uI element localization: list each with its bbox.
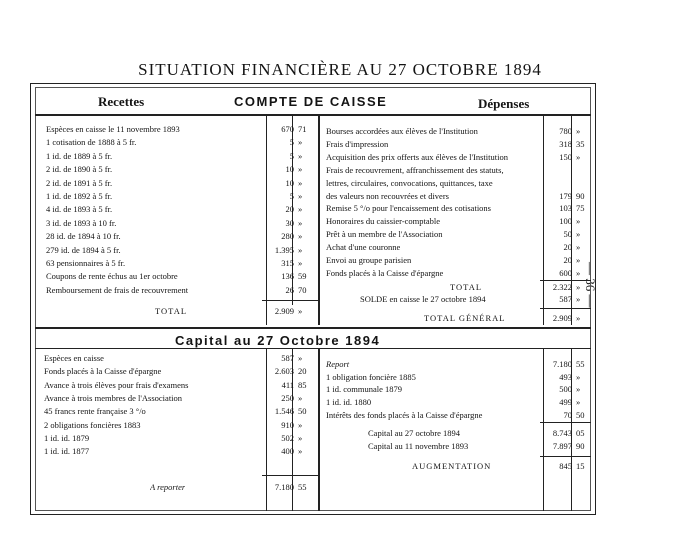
page-title: SITUATION FINANCIÈRE AU 27 OCTOBRE 1894 [138, 60, 542, 79]
depenses-label: des valeurs non recouvrées et divers [326, 190, 449, 201]
total-general-label: TOTAL GÉNÉRAL [424, 313, 506, 323]
capital-left-c: 50 [298, 406, 307, 417]
depenses-c: 90 [576, 190, 585, 201]
capital-right-c: » [576, 384, 581, 395]
capital-right-label: 1 obligation foncière 1885 [326, 371, 416, 382]
capital-right-fr: 70 [563, 409, 572, 420]
recettes-fr: 10 [285, 177, 294, 188]
depenses-fr: 20 [563, 242, 572, 253]
depenses-c: » [576, 216, 581, 227]
recettes-fr: 315 [281, 258, 294, 268]
capital-right-rule [540, 422, 591, 423]
recettes-label: 3 id. de 1893 à 10 fr. [46, 217, 117, 228]
depenses-c: » [576, 267, 581, 278]
capital-left-fr: 250 [281, 392, 294, 403]
depenses-label: Frais d'impression [326, 138, 389, 149]
capital-left-fr: 400 [281, 446, 294, 457]
depenses-c: » [576, 229, 581, 240]
augmentation-rule [540, 456, 591, 457]
depenses-label: Remise 5 °/o pour l'encaissement des cotisations [326, 203, 491, 214]
recettes-fr: 20 [285, 204, 294, 215]
recettes-total-label: TOTAL [155, 306, 188, 316]
capital-header-rule [35, 348, 591, 349]
capital-rule-center [318, 349, 320, 511]
capital-left-label: Avance à trois élèves pour frais d'examens [44, 379, 189, 390]
total-general-rule [540, 308, 591, 309]
section-rule [35, 327, 591, 329]
capital-left-label: 45 francs rente française 3 °/o [44, 406, 146, 417]
depenses-label: Frais de recouvrement, affranchissement des statuts, [326, 164, 504, 175]
recettes-c: » [298, 258, 303, 268]
capital-left-c: » [298, 432, 303, 443]
recettes-label: 28 id. de 1894 à 10 fr. [46, 231, 121, 242]
recettes-total-rule [262, 300, 320, 301]
recettes-label: Espèces en caisse le 11 novembre 1893 [46, 124, 180, 134]
recettes-fr: 670 [281, 124, 294, 134]
capital-left-fr: 2.603 [274, 366, 294, 377]
capital-right-fr: 499 [559, 397, 572, 408]
capital-left-fr: 1.546 [274, 406, 294, 417]
recettes-label: Coupons de rente échus au 1er octobre [46, 271, 178, 282]
capital-right-c: » [576, 397, 581, 408]
depenses-label: Fonds placés à la Caisse d'épargne [326, 267, 444, 278]
capital-left-fr: 910 [281, 419, 294, 430]
recettes-fr: 5 [289, 150, 294, 161]
depenses-c: 75 [576, 203, 585, 214]
capital-compare-label: Capital au 11 novembre 1893 [368, 440, 469, 451]
page-number: — 36 — [583, 262, 598, 308]
recettes-c: » [298, 177, 303, 188]
recettes-c: » [298, 164, 303, 175]
capital-compare-fr: 7.897 [552, 440, 572, 451]
recettes-c: » [298, 191, 303, 201]
capital-right-c: 50 [576, 409, 585, 420]
capital-left-total-rule [262, 475, 320, 476]
depenses-c: » [576, 255, 581, 265]
recettes-total-fr: 2.909 [274, 306, 294, 316]
augmentation-fr: 845 [559, 461, 572, 471]
depenses-label: Acquisition des prix offerts aux élèves de l'Institution [326, 151, 508, 162]
recettes-c: » [298, 204, 303, 215]
recettes-c: » [298, 231, 303, 242]
capital-left-c: 20 [298, 366, 307, 377]
capital-left-label: 2 obligations foncières 1883 [44, 419, 141, 430]
capital-left-c: 85 [298, 379, 307, 390]
capital-left-label: 1 id. id. 1879 [44, 432, 90, 443]
depenses-c: » [576, 242, 581, 253]
solde-fr: 587 [559, 294, 572, 304]
recettes-c: 71 [298, 124, 307, 134]
capital-right-label: Intérêts des fonds placés à la Caisse d'épargne [326, 409, 483, 420]
recettes-label: 1 cotisation de 1888 à 5 fr. [46, 137, 137, 148]
depenses-fr: 600 [559, 267, 572, 278]
capital-left-c: » [298, 446, 303, 457]
depenses-fr: 100 [559, 216, 572, 227]
recettes-fr: 5 [289, 191, 294, 201]
recettes-label: 2 id. de 1891 à 5 fr. [46, 177, 113, 188]
solde-c: » [576, 294, 581, 304]
capital-left-fr: 502 [281, 432, 294, 443]
depenses-total-c: » [576, 282, 581, 292]
capital-left-fr: 587 [281, 353, 294, 363]
total-general-fr: 2.909 [552, 313, 572, 323]
recettes-label: 1 id. de 1892 à 5 fr. [46, 191, 113, 201]
depenses-fr: 50 [563, 229, 572, 240]
capital-title: Capital au 27 Octobre 1894 [175, 333, 381, 348]
recettes-fr: 10 [285, 164, 294, 175]
depenses-fr: 179 [559, 190, 572, 201]
header-depenses: Dépenses [478, 96, 530, 111]
capital-left-c: » [298, 419, 303, 430]
recettes-fr: 5 [289, 137, 294, 148]
depenses-fr: 780 [559, 126, 572, 136]
header-recettes: Recettes [98, 94, 145, 109]
augmentation-c: 15 [576, 461, 585, 471]
recettes-c: » [298, 150, 303, 161]
depenses-label: Bourses accordées aux élèves de l'Institution [326, 126, 478, 136]
capital-left-label: Espèces en caisse [44, 353, 104, 363]
depenses-total-label: TOTAL [450, 282, 483, 292]
depenses-c: 35 [576, 138, 585, 149]
capital-left-label: 1 id. id. 1877 [44, 446, 90, 457]
capital-right-label: 1 id. id. 1880 [326, 397, 372, 408]
recettes-fr: 26 [285, 284, 294, 295]
capital-right-c: 55 [576, 359, 585, 369]
recettes-label: 2 id. de 1890 à 5 fr. [46, 164, 113, 175]
capital-right-fr: 500 [559, 384, 572, 395]
capital-left-c: » [298, 353, 303, 363]
depenses-label: Honoraires du caissier-comptable [326, 216, 441, 227]
recettes-c: » [298, 217, 303, 228]
recettes-label: 279 id. de 1894 à 5 fr. [46, 244, 121, 255]
recettes-fr: 1.395 [274, 244, 294, 255]
recettes-fr: 136 [281, 271, 294, 282]
depenses-total-fr: 2.322 [552, 282, 572, 292]
capital-left-label: Fonds placés à la Caisse d'épargne [44, 366, 162, 377]
capital-left-c: » [298, 392, 303, 403]
solde-label: SOLDE en caisse le 27 octobre 1894 [360, 294, 486, 304]
recettes-label: 1 id. de 1889 à 5 fr. [46, 150, 113, 161]
rule-center [318, 115, 320, 325]
recettes-fr: 280 [281, 231, 294, 242]
a-reporter-fr: 7.180 [274, 482, 294, 492]
capital-right-label: 1 id. communale 1879 [326, 384, 403, 395]
capital-compare-fr: 8.743 [552, 428, 572, 438]
recettes-fr: 30 [285, 217, 294, 228]
capital-right-c: » [576, 371, 581, 382]
depenses-label: lettres, circulaires, convocations, quittances, taxe [326, 177, 493, 188]
recettes-c: » [298, 244, 303, 255]
augmentation-label: AUGMENTATION [412, 461, 492, 471]
capital-left-label: Avance à trois membres de l'Association [44, 392, 183, 403]
recettes-label: Remboursement de frais de recouvrement [46, 284, 189, 295]
depenses-label: Prêt à un membre de l'Association [326, 229, 443, 240]
recettes-c: » [298, 137, 303, 148]
recettes-label: 4 id. de 1893 à 5 fr. [46, 204, 113, 215]
recettes-total-row [155, 305, 255, 318]
total-general-c: » [576, 313, 581, 323]
header-compte-de-caisse: COMPTE DE CAISSE [234, 94, 388, 109]
a-reporter-c: 55 [298, 482, 307, 492]
recettes-c: 70 [298, 284, 307, 295]
capital-compare-c: 90 [576, 440, 585, 451]
depenses-label: Envoi au groupe parisien [326, 255, 412, 265]
capital-right-fr: 7.180 [552, 359, 572, 369]
capital-right-label: Report [326, 359, 350, 369]
depenses-label: Achat d'une couronne [326, 242, 401, 253]
header-rule [35, 114, 591, 116]
depenses-fr: 20 [563, 255, 572, 265]
depenses-fr: 103 [559, 203, 572, 214]
capital-right-fr: 493 [559, 371, 572, 382]
depenses-c: » [576, 151, 581, 162]
recettes-c: 59 [298, 271, 307, 282]
recettes-total-c: » [298, 306, 303, 316]
depenses-fr: 318 [559, 138, 572, 149]
capital-left-fr: 411 [281, 379, 294, 390]
recettes-label: 63 pensionnaires à 5 fr. [46, 258, 126, 268]
depenses-fr: 150 [559, 151, 572, 162]
depenses-c: » [576, 126, 581, 136]
capital-compare-label: Capital au 27 octobre 1894 [368, 428, 461, 438]
capital-compare-c: 05 [576, 428, 585, 438]
a-reporter-label: A reporter [150, 482, 186, 492]
